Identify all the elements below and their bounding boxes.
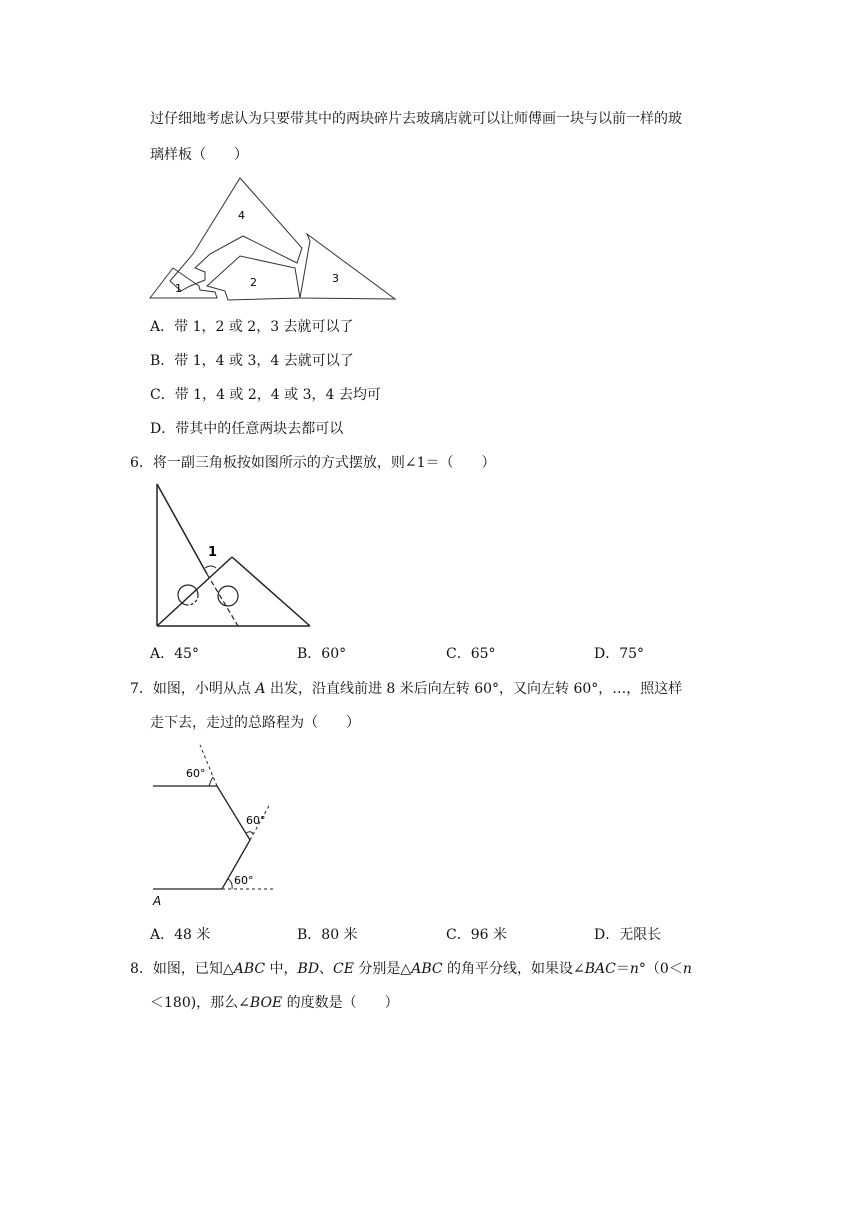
q7-stem-line-2: 走下去，走过的总路程为（ ） [150,715,360,731]
q5-option-b: B．带 1，4 或 3，4 去就可以了 [150,353,354,369]
q5-option-d: D．带其中的任意两块去都可以 [150,421,344,437]
angle-label-middle: 60° [246,814,266,827]
q7-stem-line-1: 7．如图，小明从点 A 出发，沿直线前进 8 米后向左转 60°，又向左转 60°，…，照这样 [130,681,683,697]
q6-option-b: B．60° [297,646,347,662]
q5-option-a: A．带 1，2 或 2，3 去就可以了 [150,319,354,335]
fragment-4 [170,178,302,291]
q6-stem: 6．将一副三角板按如图所示的方式摆放，则∠1＝（ ） [130,455,496,471]
q7-path-figure [150,742,290,908]
angle-label-top: 60° [186,767,206,780]
q7-option-b: B．80 米 [297,927,358,943]
fragment-label-4: 4 [238,209,245,222]
fragment-label-2: 2 [250,276,257,289]
q5-glass-fragments-figure [145,176,405,306]
ruler-hole-right [218,586,238,606]
q6-triangle-rulers-figure [150,480,320,630]
fragment-label-1: 1 [175,282,182,295]
q8-stem-line-2: ＜180)，那么∠BOE 的度数是（ ） [150,995,399,1011]
fragment-label-3: 3 [332,272,339,285]
angle-label-bottom: 60° [234,874,254,887]
point-a-label: A [153,894,162,908]
q7-option-c: C．96 米 [446,927,507,943]
q7-option-a: A．48 米 [150,927,211,943]
fragment-3 [300,234,395,299]
q5-stem-line-2: 璃样板（ ） [150,147,248,163]
q5-stem-line-1: 过仔细地考虑认为只要带其中的两块碎片去玻璃店就可以让师傅画一块与以前一样的玻 [150,111,682,127]
q8-stem-line-1: 8．如图，已知△ABC 中，BD、CE 分别是△ABC 的角平分线，如果设∠BAC＝n°（0＜n [130,961,692,977]
q6-option-a: A．45° [150,646,199,662]
fragment-1 [150,268,217,298]
q5-option-c: C．带 1，4 或 2，4 或 3，4 去均可 [150,387,381,403]
q6-option-c: C．65° [446,646,496,662]
angle-1-label: 1 [208,545,218,560]
q6-option-d: D．75° [594,646,645,662]
q7-option-d: D．无限长 [594,927,662,943]
